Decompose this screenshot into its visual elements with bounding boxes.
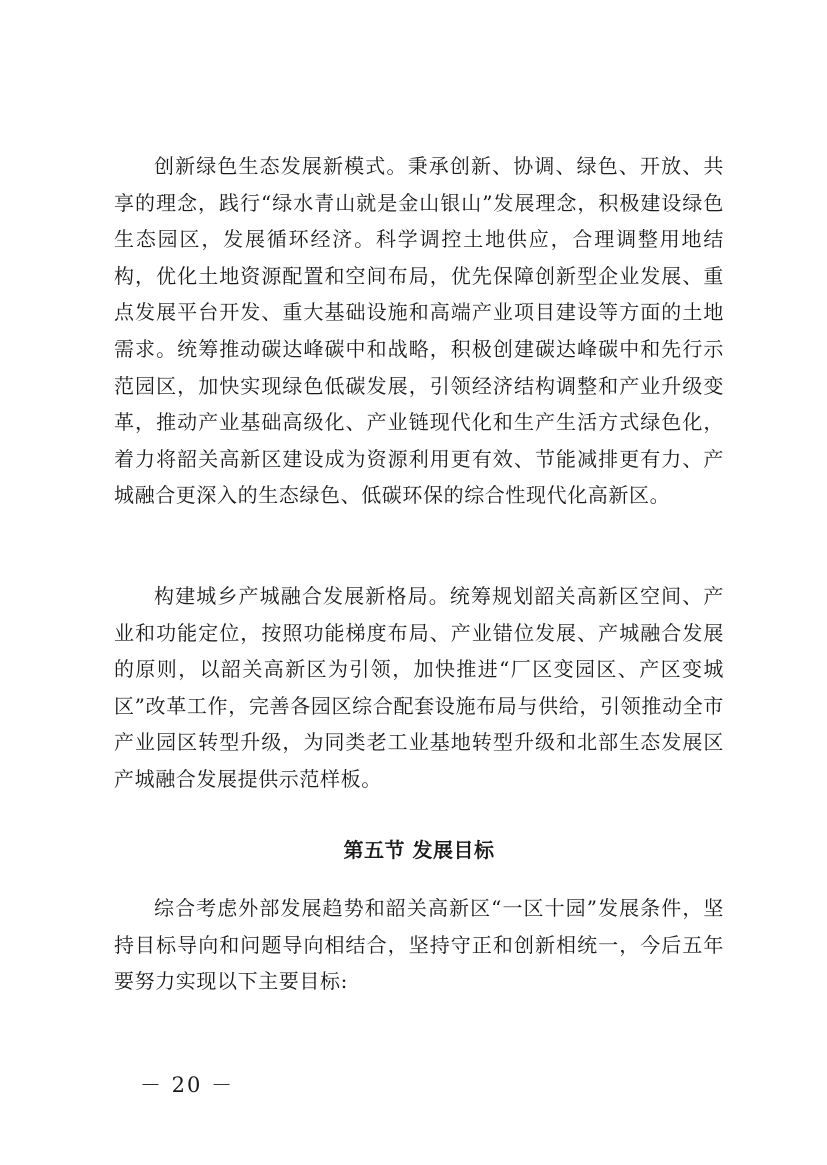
- paragraph-green-ecology: 创新绿色生态发展新模式。秉承创新、协调、绿色、开放、共享的理念，践行“绿水青山就是金山银山”发展理念，积极建设绿色生态园区，发展循环经济。科学调控土地供应，合理调整用地结构，优化土地资源配置和空间布局，优先保障创新型企业发展、重点发展平台开发、重大基础设施和高端产业项目建设等方面的土地需求。统筹推动碳达峰碳中和战略，积极创建碳达峰碳中和先行示范园区，加快实现绿色低碳发展，引领经济结构调整和产业升级变革，推动产业基础高级化、产业链现代化和生产生活方式绿色化，着力将韶关高新区建设成为资源利用更有效、节能减排更有力、产城融合更深入的生态绿色、低碳环保的综合性现代化高新区。: [114, 154, 724, 508]
- paragraph-urban-rural-integration: 构建城乡产城融合发展新格局。统筹规划韶关高新区空间、产业和功能定位，按照功能梯度布局、产业错位发展、产城融合发展的原则，以韶关高新区为引领，加快推进“厂区变园区、产区变城区”改革工作，完善各园区综合配套设施布局与供给，引领推动全市产业园区转型升级，为同类老工业基地转型升级和北部生态发展区产城融合发展提供示范样板。: [114, 584, 724, 791]
- paragraph-development-goals: 综合考虑外部发展趋势和韶关高新区“一区十园”发展条件，坚持目标导向和问题导向相结合，坚持守正和创新相统一，今后五年要努力实现以下主要目标:: [114, 896, 724, 994]
- page-number: － 20 －: [140, 1073, 235, 1097]
- section-heading: 第五节 发展目标: [343, 838, 495, 862]
